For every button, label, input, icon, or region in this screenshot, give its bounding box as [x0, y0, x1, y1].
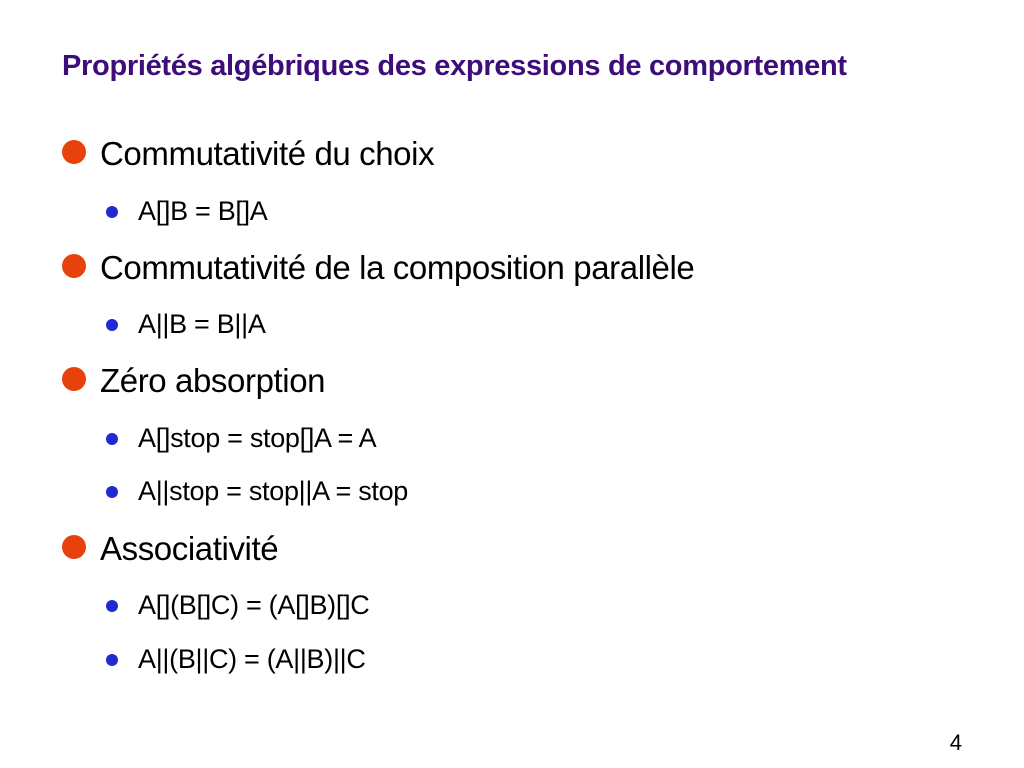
- primary-bullet-icon: [62, 140, 86, 164]
- primary-bullet-icon: [62, 535, 86, 559]
- sub-list-item: [106, 420, 376, 456]
- list-item-label: Commutativité du choix: [100, 135, 435, 172]
- page-number: 4: [949, 730, 962, 755]
- secondary-bullet-icon: [106, 433, 118, 445]
- list-item: [62, 246, 694, 290]
- sub-list-item-label: A[]B = B[]A: [138, 195, 268, 226]
- list-item: [62, 527, 278, 571]
- primary-bullet-icon: [62, 254, 86, 278]
- slide-title: Propriétés algébriques des expressions de comportement: [62, 50, 847, 82]
- secondary-bullet-icon: [106, 486, 118, 498]
- primary-bullet-icon: [62, 367, 86, 391]
- secondary-bullet-icon: [106, 600, 118, 612]
- secondary-bullet-icon: [106, 319, 118, 331]
- sub-list-item: [106, 193, 268, 229]
- list-item-label: Associativité: [100, 530, 279, 567]
- sub-list-item: [106, 306, 266, 342]
- sub-list-item: [106, 641, 366, 677]
- sub-list-item-label: A||B = B||A: [138, 308, 266, 339]
- sub-list-item: [106, 473, 408, 509]
- sub-list-item-label: A||(B||C) = (A||B)||C: [138, 643, 366, 674]
- sub-list-item-label: A[](B[]C) = (A[]B)[]C: [138, 589, 370, 620]
- list-item-label: Commutativité de la composition parallèle: [100, 249, 695, 286]
- secondary-bullet-icon: [106, 654, 118, 666]
- sub-list-item-label: A[]stop = stop[]A = A: [138, 422, 377, 453]
- secondary-bullet-icon: [106, 206, 118, 218]
- list-item: [62, 132, 434, 176]
- sub-list-item-label: A||stop = stop||A = stop: [138, 475, 409, 506]
- sub-list-item: [106, 587, 369, 623]
- list-item: [62, 359, 325, 403]
- list-item-label: Zéro absorption: [100, 362, 326, 399]
